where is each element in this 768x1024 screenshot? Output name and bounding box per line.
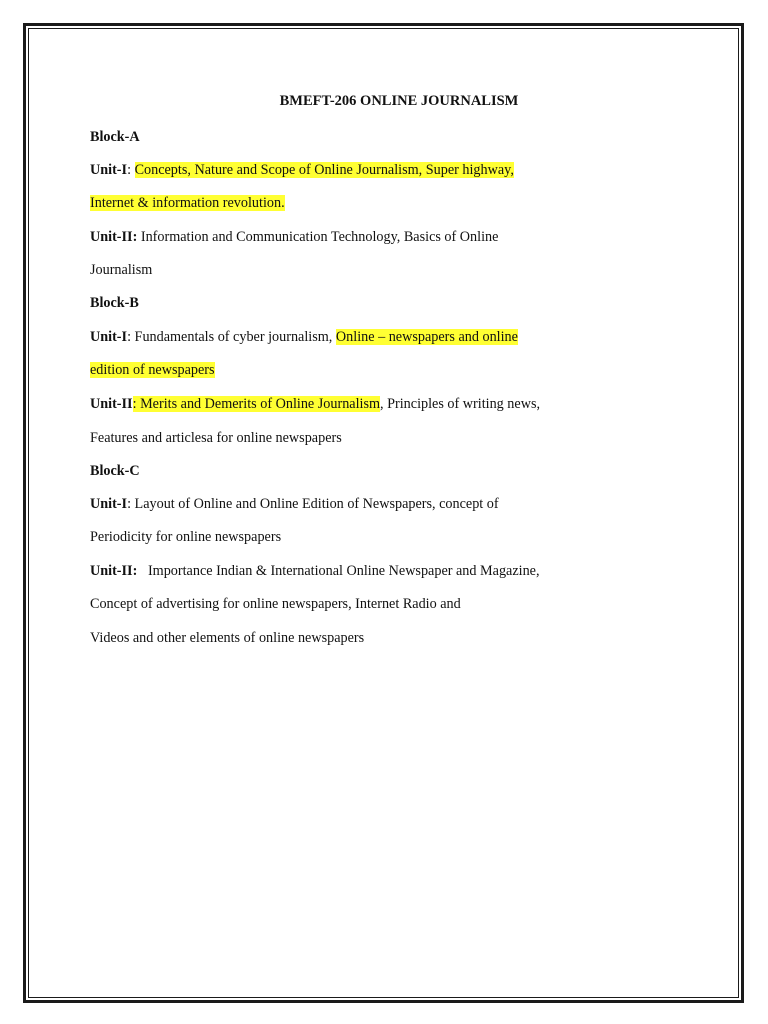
block-a-heading: Block-A bbox=[90, 129, 140, 145]
block-a-unit2-line2: Journalism bbox=[90, 262, 153, 278]
block-c-unit2-line2: Concept of advertising for online newspapers, Internet Radio and bbox=[90, 596, 461, 612]
unit-label: Unit-II: bbox=[90, 563, 138, 579]
block-c-unit1-line1 bbox=[90, 495, 499, 513]
unit-label: Unit-I bbox=[90, 329, 128, 345]
unit-text: , Principles of writing news, bbox=[380, 396, 541, 412]
block-b-unit1-line1 bbox=[90, 328, 518, 346]
unit-text: Importance Indian & International Online Newspaper and Magazine, bbox=[137, 563, 540, 579]
highlighted-text: edition of newspapers bbox=[90, 362, 215, 378]
block-b-heading: Block-B bbox=[90, 295, 139, 311]
unit-label: Unit-I bbox=[90, 496, 128, 512]
block-b-unit2-line1 bbox=[90, 395, 540, 413]
highlighted-text: Internet & information revolution. bbox=[90, 195, 285, 211]
block-c-unit2-line3: Videos and other elements of online newspapers bbox=[90, 630, 365, 646]
document-title: BMEFT-206 ONLINE JOURNALISM bbox=[279, 93, 519, 109]
unit-label: Unit-II bbox=[90, 396, 133, 412]
block-b-unit2-line2: Features and articlesa for online newspapers bbox=[90, 430, 342, 446]
block-a-unit1-line1 bbox=[90, 161, 514, 179]
unit-label: Unit-I bbox=[90, 162, 128, 178]
unit-label: Unit-II: bbox=[90, 229, 138, 245]
block-b-unit1-line2 bbox=[90, 361, 215, 379]
highlighted-text: Online – newspapers and online bbox=[335, 329, 518, 345]
unit-text: Information and Communication Technology, Basics of Online bbox=[137, 229, 499, 245]
unit-text: : Layout of Online and Online Edition of Newspapers, concept of bbox=[127, 496, 499, 512]
unit-text: : Fundamentals of cyber journalism, bbox=[127, 329, 336, 345]
block-a-unit2-line1 bbox=[90, 228, 498, 246]
unit-separator: : bbox=[127, 162, 135, 178]
highlighted-text: : Merits and Demerits of Online Journalism bbox=[132, 396, 381, 412]
block-c-unit2-line1 bbox=[90, 562, 540, 580]
block-c-unit1-line2: Periodicity for online newspapers bbox=[90, 529, 282, 545]
highlighted-text: Concepts, Nature and Scope of Online Journalism, Super highway, bbox=[134, 162, 514, 178]
block-a-unit1-line2 bbox=[90, 194, 285, 212]
block-c-heading: Block-C bbox=[90, 463, 140, 479]
